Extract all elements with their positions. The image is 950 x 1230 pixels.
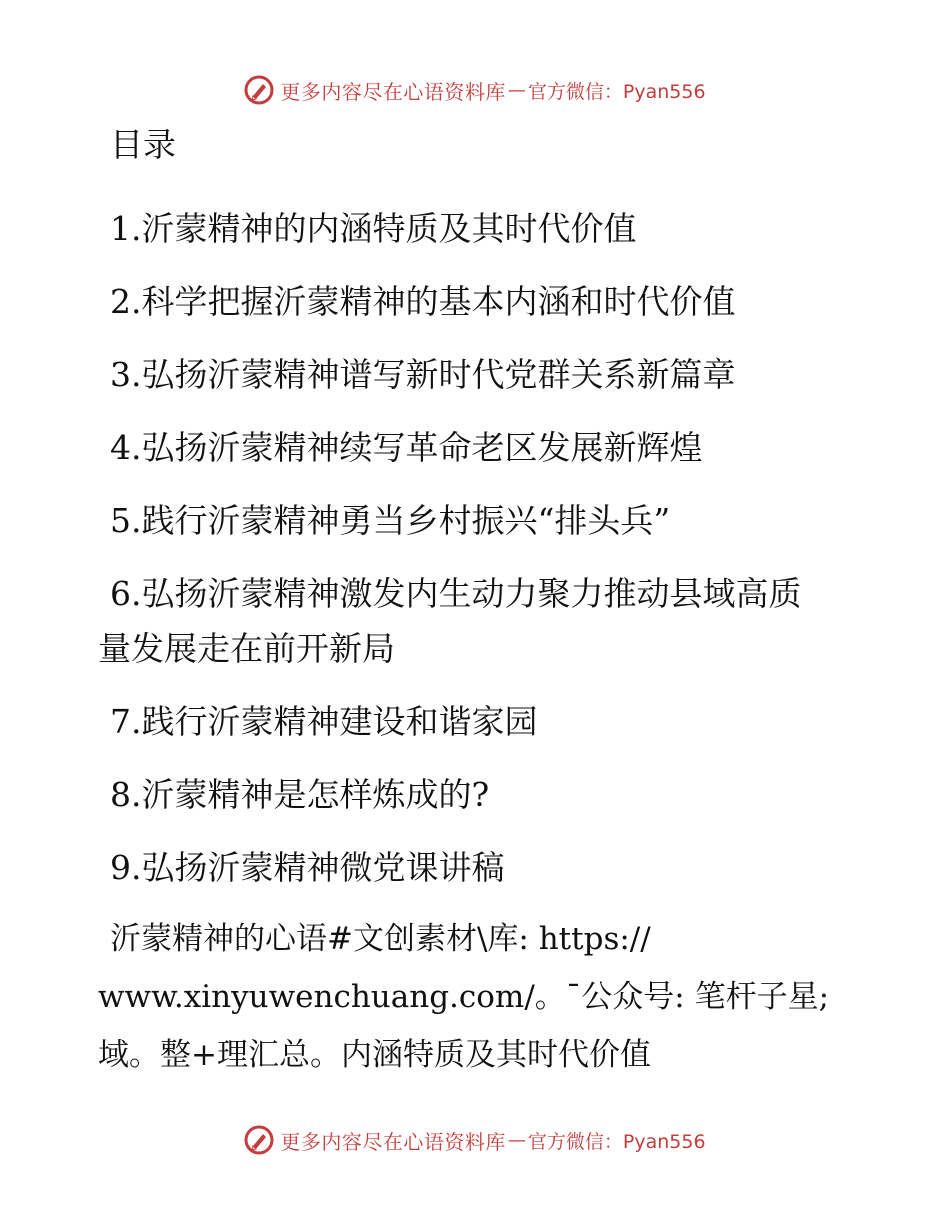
pen-logo-icon [244,75,274,105]
source-line-2: www.xinyuwenchuang.com/。¯公众号: 笔杆子星; [98,979,830,1015]
toc-item-9: 9.弘扬沂蒙精神微党课讲稿 [110,848,505,887]
toc-item-8: 8.沂蒙精神是怎样炼成的? [110,775,490,814]
watermark-banner-top [0,70,950,110]
toc-item-3: 3.弘扬沂蒙精神谱写新时代党群关系新篇章 [110,355,736,394]
watermark-wechat: 官方微信：Pyan556 [527,80,706,103]
toc-item-4: 4.弘扬沂蒙精神续写革命老区发展新辉煌 [110,428,703,467]
toc-item-2: 2.科学把握沂蒙精神的基本内涵和时代价值 [110,282,736,321]
toc-item-7: 7.践行沂蒙精神建设和谐家园 [110,702,538,741]
watermark-banner-bottom [0,1120,950,1160]
watermark-dash: — [507,1129,526,1151]
toc-item-6-line1: 6.弘扬沂蒙精神激发内生动力聚力推动县域高质 [110,574,802,613]
watermark-text: 更多内容尽在心语资料库 [280,79,506,104]
toc-item-5: 5.践行沂蒙精神勇当乡村振兴“排头兵” [110,501,671,540]
watermark-dash: — [507,79,526,101]
toc-item-1: 1.沂蒙精神的内涵特质及其时代价值 [110,209,637,248]
toc-title: 目录 [110,125,176,164]
source-line-1: 沂蒙精神的心语#文创素材\库: https:// [110,921,651,957]
toc-item-6 [98,557,858,685]
watermark-wechat: 官方微信：Pyan556 [527,1130,706,1153]
pen-logo-icon [244,1125,274,1155]
source-paragraph [98,910,858,1084]
document-body [98,118,858,1084]
watermark-text: 更多内容尽在心语资料库 [280,1129,506,1154]
toc-item-6-line2: 量发展走在前开新局 [98,629,395,668]
source-line-3: 域。整+理汇总。内涵特质及其时代价值 [98,1037,651,1073]
